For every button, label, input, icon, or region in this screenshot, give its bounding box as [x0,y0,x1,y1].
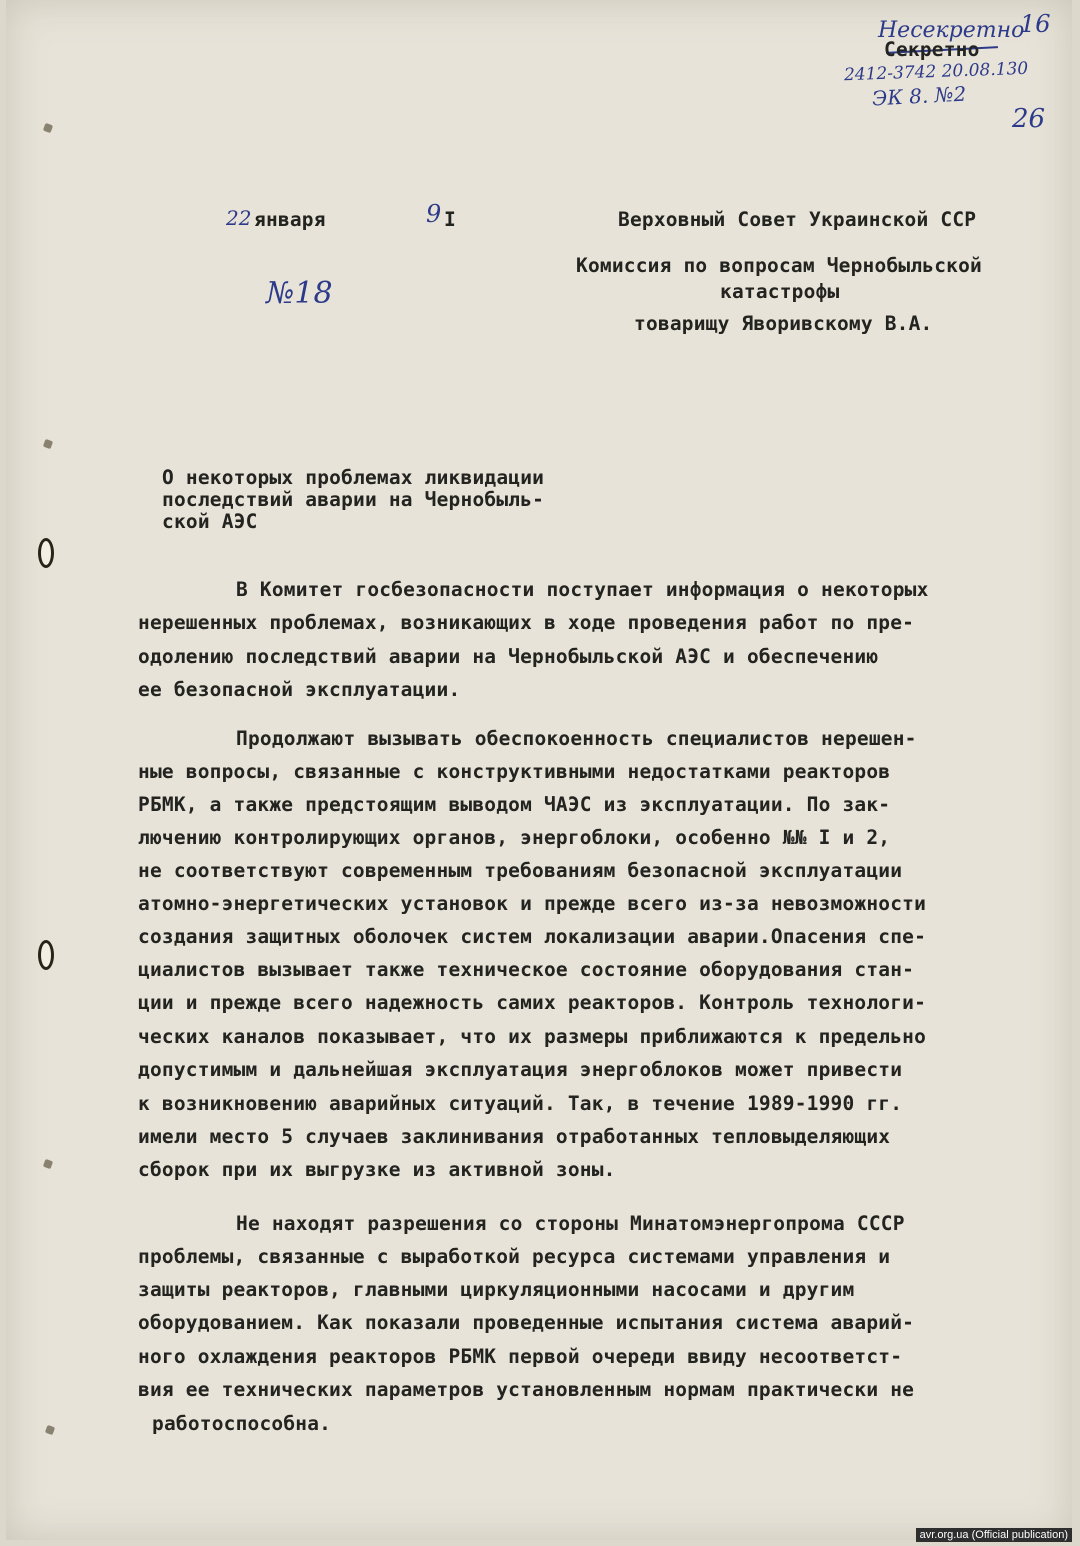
body-line: ного охлаждения реакторов РБМК первой очереди ввиду несоответст- [138,1345,903,1368]
subject-line: О некоторых проблемах ликвидации [162,466,545,489]
punch-mark [45,1425,55,1435]
body-line: ее безопасной эксплуатации. [138,678,461,701]
subject-line: ской АЭС [162,510,258,533]
binder-hole-upper [38,538,54,568]
body-line: к возникновению аварийных ситуаций. Так, в течение 1989-1990 гг. [138,1092,903,1115]
handwritten-page-number-bottom: 26 [1012,104,1046,134]
handwritten-declassified-note: Несекретно [878,18,1025,43]
source-credit: avr.org.ua (Official publication) [916,1528,1072,1542]
document-page [6,0,1072,1540]
body-line: ные вопросы, связанные с конструктивными недостатками реакторов [138,760,891,783]
body-line: работоспособна. [152,1412,332,1435]
punch-mark [43,439,53,449]
date-year-typed: I [444,208,456,231]
body-line: создания защитных оболочек систем локализации аварии.Опасения спе- [138,925,927,948]
date-month: января [254,208,326,231]
addressee-line-1: Верховный Совет Украинской ССР [618,208,977,231]
punch-mark [43,1159,53,1169]
body-line: ческих каналов показывает, что их размеры приближаются к предельно [138,1025,927,1048]
body-line: В Комитет госбезопасности поступает информация о некоторых [236,578,929,601]
body-line: допустимым и дальнейшая эксплуатация энергоблоков может привести [138,1058,903,1081]
handwritten-file-reference: ЭК 8. №2 [871,81,967,111]
body-line: вия ее технических параметров установленным нормам практически не [138,1378,915,1401]
body-line: проблемы, связанные с выработкой ресурса системами управления и [138,1245,891,1268]
body-line: одолению последствий аварии на Чернобыльской АЭС и обеспечению [138,645,879,668]
subject-line: последствий аварии на Чернобыль- [162,488,545,511]
body-line: Не находят разрешения со стороны Минатомэнергопрома СССР [236,1212,905,1235]
body-line: нерешенных проблемах, возникающих в ходе проведения работ по пре- [138,611,915,634]
body-line: защиты реакторов, главными циркуляционными насосами и другим [138,1278,855,1301]
date-day-handwritten: 22 [226,206,252,230]
date-year-handwritten: 9 [426,200,442,228]
body-line: циалистов вызывает также техническое состояние оборудования стан- [138,958,915,981]
body-line: ции и прежде всего надежность самих реакторов. Контроль технологи- [138,991,927,1014]
body-line: имели место 5 случаев заклинивания отработанных тепловыделяющих [138,1125,891,1148]
addressee-line-2: Комиссия по вопросам Чернобыльской [576,254,982,277]
punch-mark [43,123,53,133]
addressee-line-4: товарищу Яворивскому В.А. [634,312,933,335]
addressee-line-3: катастрофы [720,280,840,303]
handwritten-page-number-top: 16 [1020,10,1051,38]
body-line: РБМК, а также предстоящим выводом ЧАЭС из эксплуатации. По зак- [138,793,891,816]
handwritten-register-number: 2412-3742 20.08.130 [843,58,1029,86]
body-line: оборудованием. Как показали проведенные испытания система аварий- [138,1311,915,1334]
body-line: атомно-энергетических установок и прежде всего из-за невозможности [138,892,927,915]
document-number: №18 [266,276,333,311]
body-line: Продолжают вызывать обеспокоенность специалистов нерешен- [236,727,917,750]
body-line: не соответствуют современным требованиям безопасной эксплуатации [138,859,903,882]
classification-stamp: Секретно [884,38,980,61]
binder-hole-lower [38,940,54,970]
body-line: сборок при их выгрузке из активной зоны. [138,1158,616,1181]
body-line: лючению контролирующих органов, энергоблоки, особенно №№ I и 2, [138,826,891,849]
